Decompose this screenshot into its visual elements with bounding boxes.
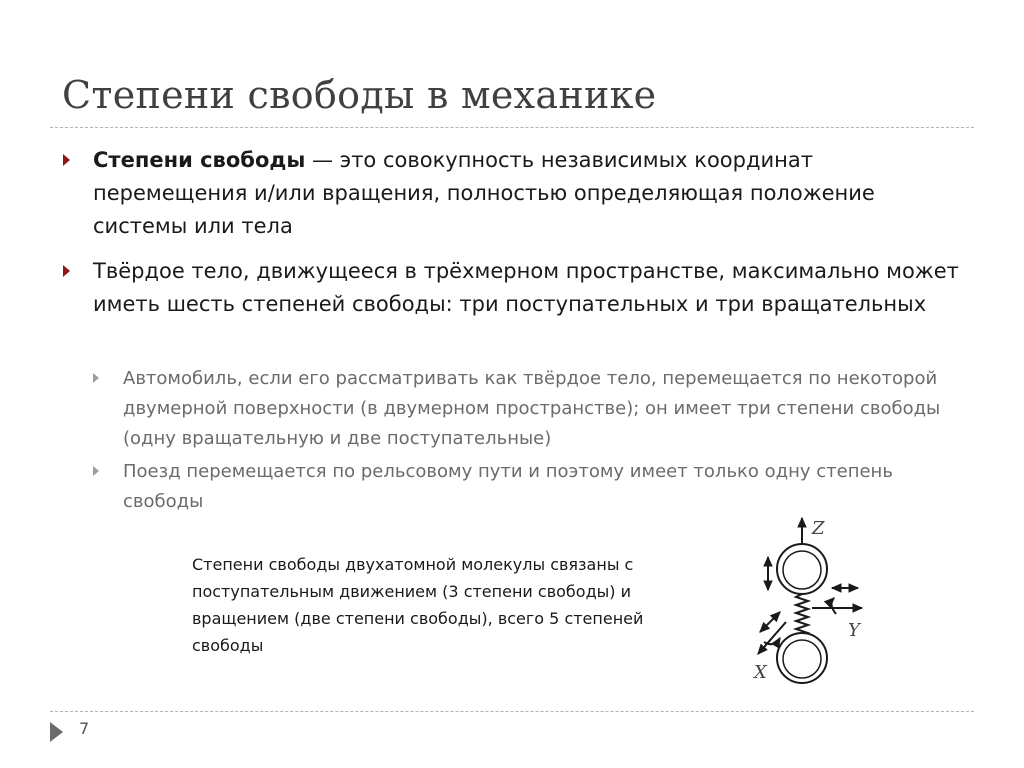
footer-arrow-icon <box>50 722 63 742</box>
sub-bullet-arrow-icon <box>93 373 99 383</box>
top-atom <box>777 544 827 594</box>
sub-bullet-arrow-icon <box>93 466 99 476</box>
sub-bullet-item-1 <box>93 364 973 454</box>
sub-bullet-text: Поезд перемещается по рельсовому пути и поэтому имеет только одну степень свободы <box>123 461 893 512</box>
bullet-term: Степени свободы <box>93 148 306 172</box>
molecule-caption: Степени свободы двухатомной молекулы связаны с поступательным движением (3 степени свободы) и вращением (две степени свободы), всего 5 степеней свободы <box>192 555 644 655</box>
slide-title: Степени свободы в механике <box>62 73 657 117</box>
bottom-atom <box>777 633 827 683</box>
bullet-item-1 <box>63 144 963 243</box>
bullet-text: — это совокупность независимых координат перемещения и/или вращения, полностью определяющая положение системы или тела <box>93 148 875 238</box>
z-axis-label: Z <box>812 518 825 539</box>
spring-bond <box>796 594 808 636</box>
title-divider <box>50 127 974 128</box>
diagonal-translation-arrow <box>760 612 780 632</box>
sub-bullet-text: Автомобиль, если его рассматривать как твёрдое тело, перемещается по некоторой двумерной поверхности (в двумерном пространстве); он имеет три степени свободы (одну вращательную и две поступательные) <box>123 368 941 449</box>
page-number: 7 <box>79 719 90 738</box>
y-axis-label: Y <box>848 620 860 641</box>
x-axis-label: X <box>754 662 767 683</box>
diatomic-molecule-diagram <box>740 512 880 687</box>
bullet-arrow-icon <box>63 154 70 166</box>
bullet-item-2 <box>63 255 963 321</box>
sub-bullet-item-2 <box>93 457 973 517</box>
footer-divider <box>50 711 974 712</box>
bullet-arrow-icon <box>63 265 70 277</box>
rotation-arc-y <box>831 598 836 614</box>
bullet-text: Твёрдое тело, движущееся в трёхмерном пространстве, максимально может иметь шесть степеней свободы: три поступательных и три вращательных <box>93 259 959 316</box>
